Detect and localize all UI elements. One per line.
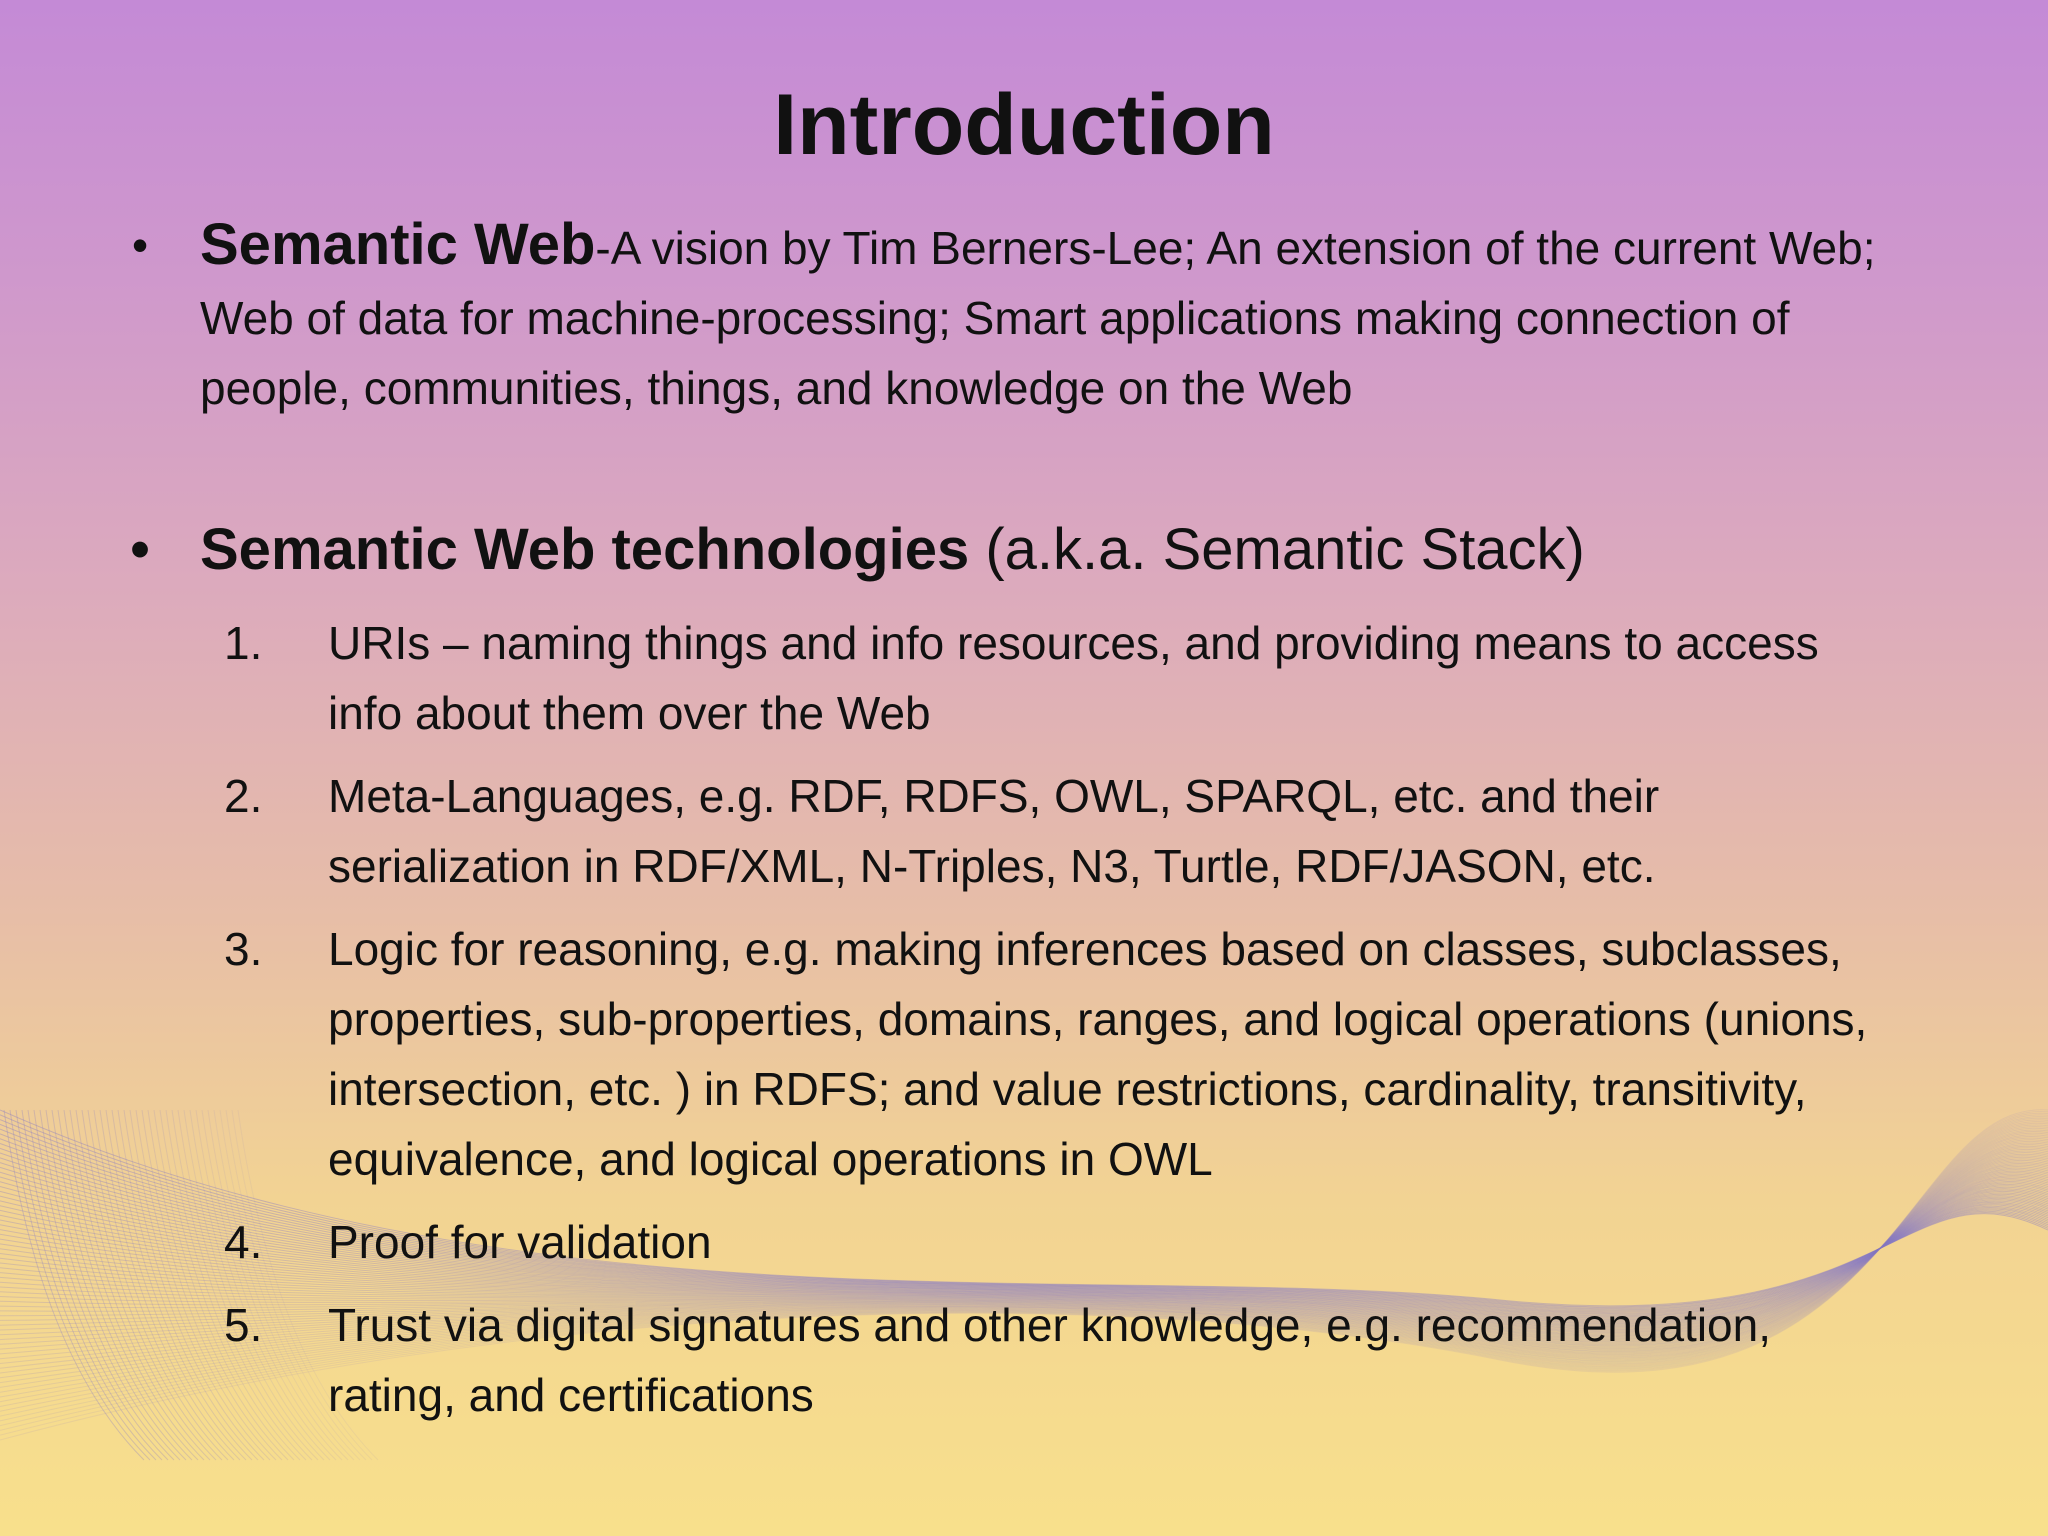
bullet-symbol: • (131, 219, 149, 271)
list-item (224, 1207, 1888, 1277)
bullet-semantic-web (131, 210, 1890, 423)
list-item-number: 3. (224, 923, 263, 975)
bullet-heading: Semantic Web (200, 212, 596, 277)
list-item-number: 1. (224, 617, 263, 669)
list-item (224, 761, 1888, 901)
list-item-text: Trust via digital signatures and other knowledge, e.g. recommendation, rating, and certifications (328, 1299, 1771, 1421)
bullet-text: (a.k.a. Semantic Stack) (969, 517, 1585, 582)
list-item-number: 4. (224, 1216, 263, 1268)
list-item-text: Meta-Languages, e.g. RDF, RDFS, OWL, SPARQL, etc. and their serialization in RDF/XML, N-Triples, N3, Turtle, RDF/JASON, etc. (328, 770, 1660, 892)
list-item (224, 914, 1888, 1194)
slide-title: Introduction (773, 77, 1275, 173)
list-item (224, 608, 1888, 748)
bullet-heading: Semantic Web technologies (200, 517, 970, 582)
list-item (224, 1290, 1888, 1430)
list-item-text: URIs – naming things and info resources, and providing means to access info about them over the Web (328, 617, 1819, 739)
list-item-text: Proof for validation (328, 1216, 712, 1268)
list-item-text: Logic for reasoning, e.g. making inferences based on classes, subclasses, properties, sub-properties, domains, ranges, and logical operations (unions, intersection, etc. ) in RDFS; and value restrictions, cardinality, transitivity, equivalence, and logical operations in OWL (328, 923, 1868, 1185)
bullet-semantic-web-technologies (129, 512, 1890, 588)
bullet-symbol: • (129, 517, 151, 582)
list-item-number: 2. (224, 770, 263, 822)
bullet-text: -A vision by Tim Berners-Lee; An extension of the current Web; Web of data for machine-processing; Smart applications making connection of people, communities, things, and knowledge on the Web (200, 222, 1876, 414)
list-item-number: 5. (224, 1299, 263, 1351)
semantic-stack-list (224, 608, 1888, 1443)
